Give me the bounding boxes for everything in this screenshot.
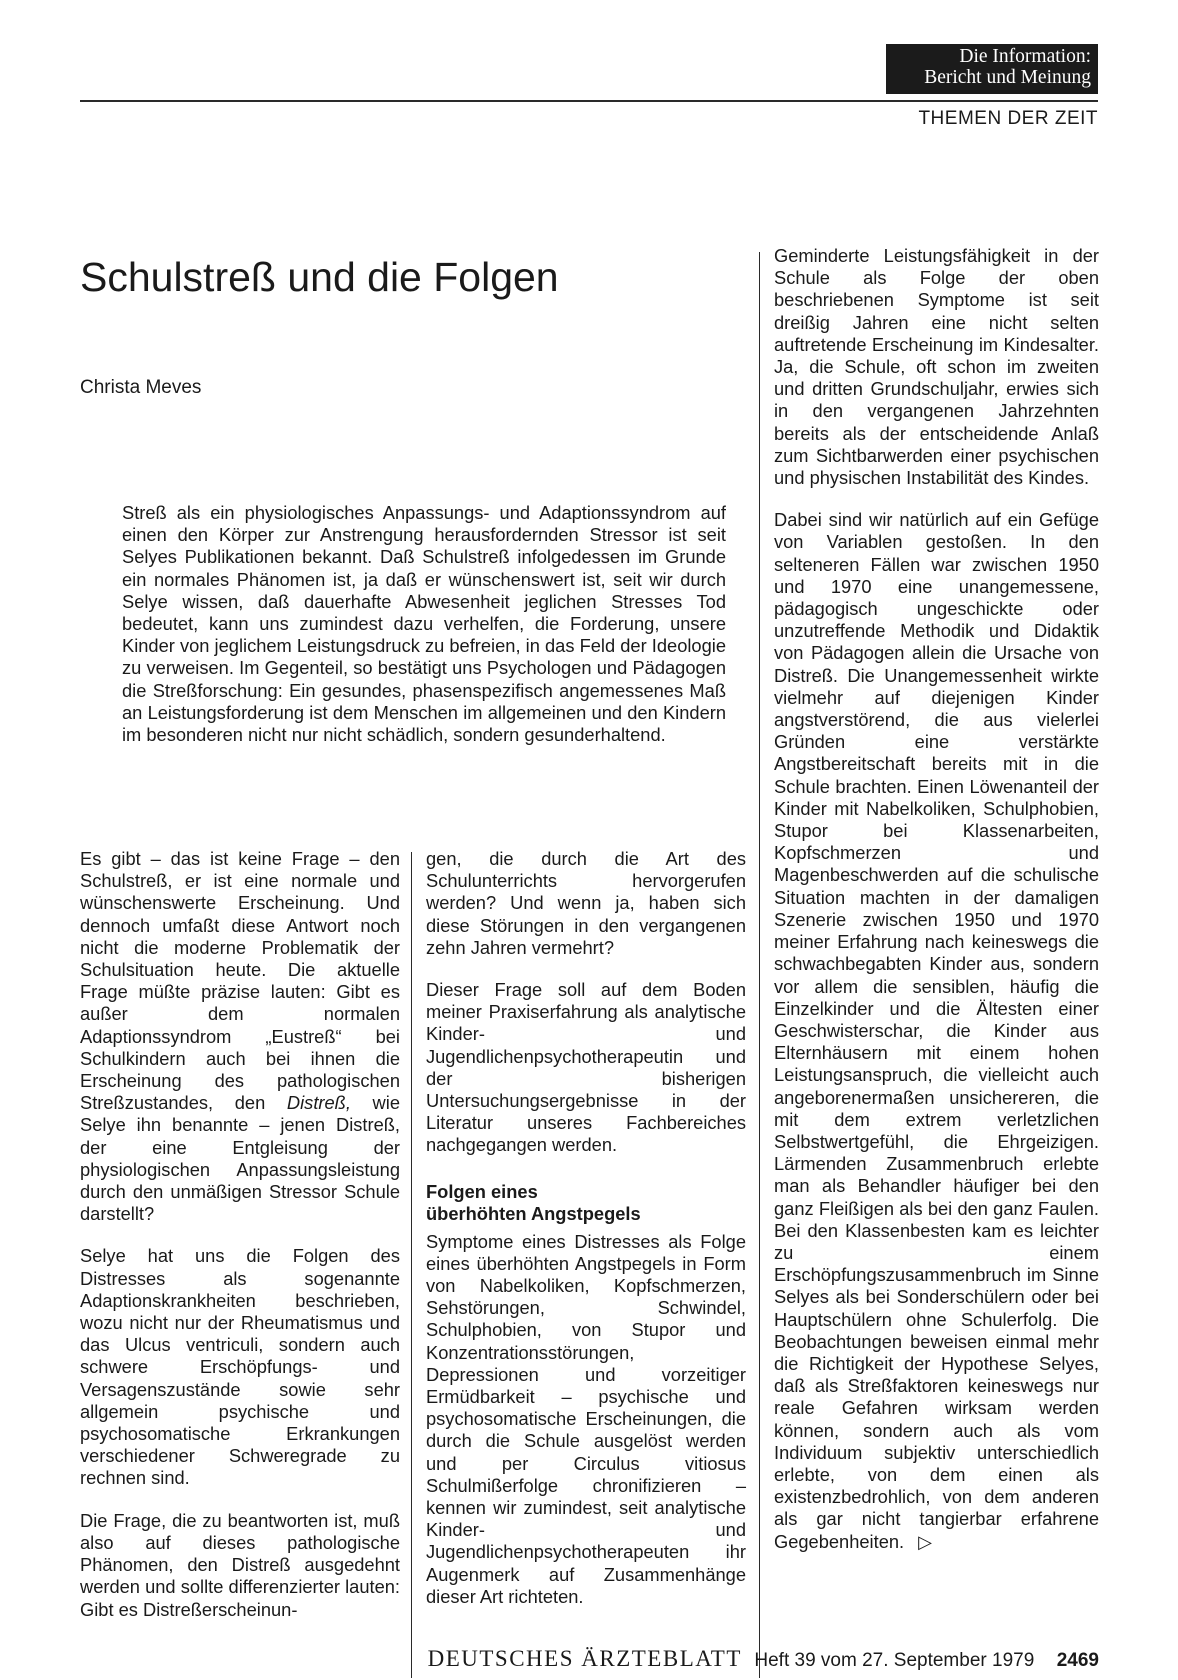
article-title: Schulstreß und die Folgen	[80, 254, 559, 300]
col1-p1-text-b: wie Selye ihn benannte – jenen Distreß, der eine Entgleisung der physiologischen Anpassungsleistung durch den unmäßigen Stressor Schule darstellt?	[80, 1092, 400, 1225]
section-label-line1: Die Information:	[959, 46, 1091, 67]
section-heading-line1: Folgen eines	[426, 1180, 538, 1202]
header-rule-right	[888, 100, 1098, 102]
section-label-box	[886, 44, 1098, 94]
col3-paragraph-1: Geminderte Leistungsfähigkeit in der Schule als Folge der oben beschriebenen Symptome ist seit dreißig Jahren eine nicht selten auftretende Erscheinung im Kindesalter. Ja, die Schule, oft schon im zweiten und dritten Grundschuljahr, erwies sich in den vergangenen Jahrzehnten bereits als der entscheidende Anlaß zum Sichtbarwerden einer psychischen und physischen Instabilität des Kindes.	[774, 245, 1099, 489]
col2-paragraph-3: Symptome eines Distresses als Folge eines überhöhten Angstpegels in Form von Nabelkoliken, Kopfschmerzen, Sehstörungen, Schwindel, Schulphobien, von Stupor und Konzentrationsstörungen, Depressionen und vorzeitiger Ermüdbarkeit – psychische und psychosomatische Erscheinungen, die durch die Schule ausgelöst werden und per Circulus vitiosus Schulmißerfolge chronifizieren – kennen wir zumindest, seit analytische Kinder- und Jugendlichenpsychotherapeuten ihr Augenmerk auf Zusammenhänge dieser Art richteten.	[426, 1230, 746, 1607]
header-rule	[80, 100, 888, 102]
rubric-label: THEMEN DER ZEIT	[918, 108, 1098, 129]
col1-p1-text-a: Es gibt – das ist keine Frage – den Schulstreß, er ist eine normale und wünschenswerte Erscheinung. Und dennoch umfaßt diese Antwort noch nicht die moderne Problematik der Schulsituation heute. Die aktuelle Frage müßte präzise lauten: Gibt es außer dem normalen Adaptionssyndrom „Eustreß“ bei Schulkindern auch bei ihnen die Erscheinung des pathologischen Streßzustandes, den	[80, 848, 400, 1114]
body-column-2	[426, 848, 746, 1628]
article-author: Christa Meves	[80, 377, 202, 398]
col2-paragraph-2: Dieser Frage soll auf dem Boden meiner Praxiserfahrung als analytische Kinder- und Jugendlichenpsychotherapeutin und der bisherigen Untersuchungsergebnisse in der Literatur unseres Fachbereiches nachgegangen werden.	[426, 979, 746, 1156]
col1-paragraph-1	[80, 848, 400, 1225]
journal-name: DEUTSCHES ÄRZTEBLATT	[427, 1646, 742, 1671]
col2-paragraph-1: gen, die durch die Art des Schulunterrichts hervorgerufen werden? Und wenn ja, haben sich diese Störungen in den vergangenen zehn Jahren vermehrt?	[426, 848, 746, 958]
section-heading	[426, 1181, 746, 1225]
page-number: 2469	[1056, 1650, 1099, 1671]
article-abstract: Streß als ein physiologisches Anpassungs- und Adaptionssyndrom auf einen den Körper zur Anstrengung herausfordernden Stressor ist seit Selyes Publikationen bekannt. Daß Schulstreß infolgedessen im Grunde ein normales Phänomen ist, ja daß er wünschenswert ist, seit wir durch Selye wissen, daß dauerhafte Abwesenheit jeglichen Stresses Tod bedeutet, kann uns zumindest dazu verhelfen, die Forderung, unsere Kinder von jeglichem Leistungsdruck zu befreien, in das Feld der Ideologie zu verweisen. Im Gegenteil, so bestätigt uns Psychologen und Pädagogen die Streßforschung: Ein gesundes, phasenspezifisch angemessenes Maß an Leistungsforderung ist dem Menschen im allgemeinen und den Kindern im besonderen nicht nur nicht schädlich, sondern gesunderhaltend.	[122, 502, 726, 746]
page-footer	[0, 1646, 1099, 1672]
section-heading-line2: überhöhten Angstpegels	[426, 1202, 641, 1224]
continue-arrow-icon: ▷	[918, 1531, 932, 1552]
col1-paragraph-3: Die Frage, die zu beantworten ist, muß also auf dieses pathologische Phänomen, den Distreß ausgedehnt werden und sollte differenzierter lauten: Gibt es Distreßerscheinun-	[80, 1509, 400, 1620]
section-label-line2: Bericht und Meinung	[924, 67, 1091, 88]
col3-paragraph-2	[774, 509, 1099, 1553]
issue-info: Heft 39 vom 27. September 1979	[754, 1650, 1035, 1671]
body-column-3	[774, 245, 1099, 1573]
column-separator-2	[759, 252, 760, 1678]
col3-p2-text: Dabei sind wir natürlich auf ein Gefüge von Variablen gestoßen. In den selteneren Fällen war zwischen 1950 und 1970 eine unangemessene, pädagogisch ungeschickte oder unzutreffende Methodik und Didaktik von Pädagogen allein die Ursache von Distreß. Die Unangemessenheit wirkte vielmehr auf diejenigen Kinder angstverstörend, die aus vielerlei Gründen eine verstärkte Angstbereitschaft bereits mit in die Schule brachten. Einen Löwenanteil der Kinder mit Nabelkoliken, Schulphobien, Stupor bei Klassenarbeiten, Kopfschmerzen und Magenbeschwerden auf die schulische Situation machten in der damaligen Szenerie zwischen 1950 und 1970 meiner Erfahrung nach keineswegs die schwachbegabten Kinder aus, sondern vor allem die sensiblen, häufig die Einzelkinder und die Ältesten einer Geschwisterschar, die Kinder aus Elternhäusern mit einem hohen Leistungsanspruch, die vielleicht auch angeborenermaßen unsichereren, die mit dem extrem verletzlichen Selbstwertgefühl, die Ehrgeizigen. Lärmenden Zusammenbruch erlebte man als Behandler häufiger bei den ganz Fleißigen als bei den ganz Faulen. Bei den Klassenbesten kam es leichter zu einem Erschöpfungszusammenbruch im Sinne Selyes als bei Sonderschülern oder bei Hauptschülern ohne Schulerfolg. Die Beobachtungen beweisen einmal mehr die Richtigkeit der Hypothese Selyes, daß als Streßfaktoren keineswegs nur reale Gefahren wirksam werden können, sondern auch als vom Individuum subjektiv unterschiedlich erlebte, von dem einen als existenzbedrohlich, von dem anderen als gar nicht tangierbar erfahrene Gegebenheiten.	[774, 509, 1099, 1552]
column-separator-1	[411, 852, 412, 1678]
col1-p1-emphasis: Distreß,	[286, 1092, 351, 1114]
body-column-1	[80, 848, 400, 1641]
col1-paragraph-2: Selye hat uns die Folgen des Distresses als sogenannte Adaptionskrankheiten beschrieben, wozu nicht nur der Rheumatismus und das Ulcus ventriculi, sondern auch schwere Erschöpfungs- und Versagenszustände sowie sehr allgemein psychische und psychosomatische Erkrankungen verschiedener Schweregrade zu rechnen sind.	[80, 1245, 400, 1489]
